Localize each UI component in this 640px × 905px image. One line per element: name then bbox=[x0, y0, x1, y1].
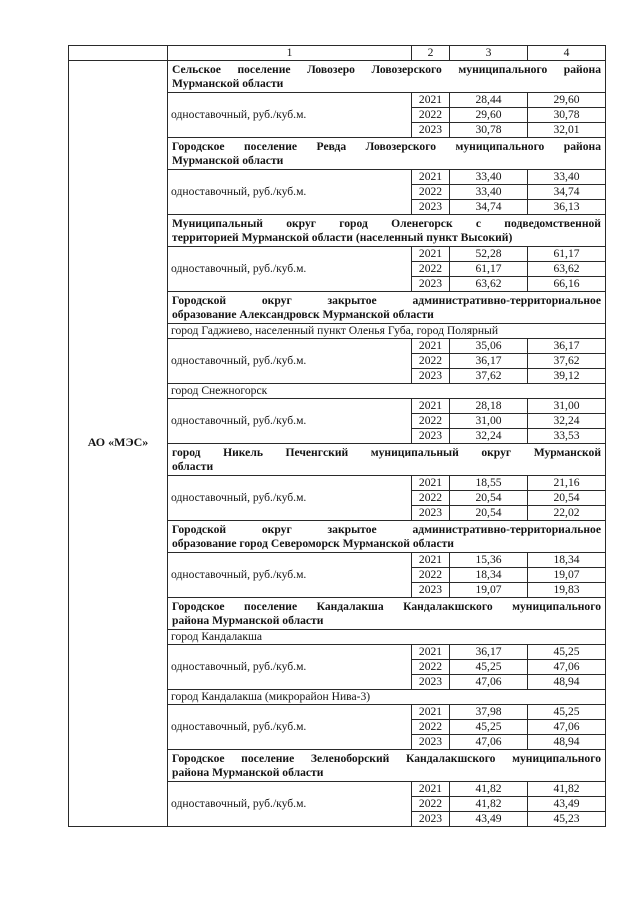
year-cell: 2021 bbox=[412, 246, 450, 261]
tariff-first-half-cell: 28,44 bbox=[450, 92, 528, 107]
tariff-second-half-cell: 45,25 bbox=[528, 704, 606, 719]
tariff-first-half-cell: 36,17 bbox=[450, 644, 528, 659]
year-cell: 2022 bbox=[412, 107, 450, 122]
tariff-first-half-cell: 28,18 bbox=[450, 398, 528, 413]
header-col-1: 1 bbox=[168, 46, 412, 61]
year-cell: 2022 bbox=[412, 567, 450, 582]
tariff-second-half-cell: 19,07 bbox=[528, 567, 606, 582]
tariff-second-half-cell: 66,16 bbox=[528, 276, 606, 291]
tariff-second-half-cell: 48,94 bbox=[528, 734, 606, 749]
tariff-second-half-cell: 20,54 bbox=[528, 490, 606, 505]
tariff-second-half-cell: 48,94 bbox=[528, 674, 606, 689]
section-title-line1: Муниципальный округ город Оленегорск с подведомственной bbox=[172, 217, 601, 230]
year-cell: 2023 bbox=[412, 674, 450, 689]
tariff-second-half-cell: 41,82 bbox=[528, 781, 606, 796]
section-title-line1: Городское поселение Кандалакша Кандалакшского муниципального bbox=[172, 600, 601, 613]
tariff-first-half-cell: 34,74 bbox=[450, 199, 528, 214]
year-cell: 2022 bbox=[412, 353, 450, 368]
year-cell: 2022 bbox=[412, 184, 450, 199]
tariff-first-half-cell: 18,55 bbox=[450, 475, 528, 490]
tariff-first-half-cell: 35,06 bbox=[450, 338, 528, 353]
tariff-first-half-cell: 41,82 bbox=[450, 781, 528, 796]
year-cell: 2021 bbox=[412, 338, 450, 353]
year-cell: 2022 bbox=[412, 719, 450, 734]
section-title bbox=[168, 597, 606, 629]
org-header-cell bbox=[69, 46, 168, 61]
tariff-second-half-cell: 34,74 bbox=[528, 184, 606, 199]
tariff-second-half-cell: 39,12 bbox=[528, 368, 606, 383]
rate-type-cell: одноставочный, руб./куб.м. bbox=[168, 246, 412, 291]
rate-type-cell: одноставочный, руб./куб.м. bbox=[168, 704, 412, 749]
section-title-line1: город Никель Печенгский муниципальный округ Мурманской bbox=[172, 446, 601, 459]
tariff-first-half-cell: 41,82 bbox=[450, 796, 528, 811]
tariff-second-half-cell: 32,24 bbox=[528, 413, 606, 428]
tariff-second-half-cell: 21,16 bbox=[528, 475, 606, 490]
tariff-second-half-cell: 18,34 bbox=[528, 552, 606, 567]
section-title bbox=[168, 60, 606, 92]
tariff-first-half-cell: 63,62 bbox=[450, 276, 528, 291]
header-col-4: 4 bbox=[528, 46, 606, 61]
section-title-row bbox=[69, 60, 606, 92]
year-cell: 2023 bbox=[412, 199, 450, 214]
subsection-title: город Снежногорск bbox=[168, 383, 606, 398]
year-cell: 2021 bbox=[412, 475, 450, 490]
tariff-first-half-cell: 52,28 bbox=[450, 246, 528, 261]
section-title bbox=[168, 137, 606, 169]
tariff-second-half-cell: 30,78 bbox=[528, 107, 606, 122]
organization-cell: АО «МЭС» bbox=[69, 60, 168, 826]
section-title-line2: района Мурманской области bbox=[172, 765, 324, 779]
tariff-second-half-cell: 36,17 bbox=[528, 338, 606, 353]
section-title bbox=[168, 520, 606, 552]
tariff-first-half-cell: 45,25 bbox=[450, 659, 528, 674]
section-title-line2: образование Александровск Мурманской области bbox=[172, 307, 434, 321]
rate-type-cell: одноставочный, руб./куб.м. bbox=[168, 475, 412, 520]
year-cell: 2021 bbox=[412, 92, 450, 107]
tariff-first-half-cell: 30,78 bbox=[450, 122, 528, 137]
header-row bbox=[69, 46, 606, 61]
year-cell: 2021 bbox=[412, 781, 450, 796]
tariff-first-half-cell: 18,34 bbox=[450, 567, 528, 582]
rate-type-cell: одноставочный, руб./куб.м. bbox=[168, 398, 412, 443]
tariff-first-half-cell: 33,40 bbox=[450, 169, 528, 184]
tariff-second-half-cell: 33,53 bbox=[528, 428, 606, 443]
rate-type-cell: одноставочный, руб./куб.м. bbox=[168, 338, 412, 383]
year-cell: 2021 bbox=[412, 398, 450, 413]
tariff-second-half-cell: 43,49 bbox=[528, 796, 606, 811]
tariff-first-half-cell: 36,17 bbox=[450, 353, 528, 368]
section-title bbox=[168, 443, 606, 475]
tariff-first-half-cell: 29,60 bbox=[450, 107, 528, 122]
section-title-line2: территорией Мурманской области (населенный пункт Высокий) bbox=[172, 230, 513, 244]
year-cell: 2022 bbox=[412, 659, 450, 674]
tariff-first-half-cell: 37,62 bbox=[450, 368, 528, 383]
tariff-first-half-cell: 15,36 bbox=[450, 552, 528, 567]
section-title-line1: Городское поселение Зеленоборский Кандалакшского муниципального bbox=[172, 752, 601, 765]
rate-type-cell: одноставочный, руб./куб.м. bbox=[168, 169, 412, 214]
section-title-line1: Городское поселение Ревда Ловозерского муниципального района bbox=[172, 140, 601, 153]
year-cell: 2021 bbox=[412, 704, 450, 719]
header-col-3: 3 bbox=[450, 46, 528, 61]
year-cell: 2023 bbox=[412, 811, 450, 826]
tariff-second-half-cell: 31,00 bbox=[528, 398, 606, 413]
tariff-first-half-cell: 47,06 bbox=[450, 674, 528, 689]
rate-type-cell: одноставочный, руб./куб.м. bbox=[168, 644, 412, 689]
year-cell: 2022 bbox=[412, 261, 450, 276]
tariff-first-half-cell: 31,00 bbox=[450, 413, 528, 428]
tariff-second-half-cell: 19,83 bbox=[528, 582, 606, 597]
section-title-line1: Городской округ закрытое административно-территориальное bbox=[172, 294, 601, 307]
tariff-second-half-cell: 61,17 bbox=[528, 246, 606, 261]
subsection-title: город Гаджиево, населенный пункт Оленья Губа, город Полярный bbox=[168, 323, 606, 338]
tariff-second-half-cell: 33,40 bbox=[528, 169, 606, 184]
year-cell: 2023 bbox=[412, 428, 450, 443]
tariff-second-half-cell: 36,13 bbox=[528, 199, 606, 214]
tariff-first-half-cell: 37,98 bbox=[450, 704, 528, 719]
section-title-line2: Мурманской области bbox=[172, 76, 284, 90]
tariff-second-half-cell: 22,02 bbox=[528, 505, 606, 520]
tariff-first-half-cell: 32,24 bbox=[450, 428, 528, 443]
rate-type-cell: одноставочный, руб./куб.м. bbox=[168, 552, 412, 597]
section-title-line2: образование город Североморск Мурманской области bbox=[172, 536, 454, 550]
tariff-second-half-cell: 47,06 bbox=[528, 659, 606, 674]
section-title-line1: Сельское поселение Ловозеро Ловозерского муниципального района bbox=[172, 63, 601, 76]
section-title bbox=[168, 291, 606, 323]
year-cell: 2023 bbox=[412, 122, 450, 137]
header-col-2: 2 bbox=[412, 46, 450, 61]
year-cell: 2023 bbox=[412, 734, 450, 749]
tariff-first-half-cell: 61,17 bbox=[450, 261, 528, 276]
year-cell: 2021 bbox=[412, 644, 450, 659]
tariff-second-half-cell: 32,01 bbox=[528, 122, 606, 137]
subsection-title: город Кандалакша (микрорайон Нива-3) bbox=[168, 689, 606, 704]
subsection-title: город Кандалакша bbox=[168, 629, 606, 644]
tariff-second-half-cell: 63,62 bbox=[528, 261, 606, 276]
tariff-second-half-cell: 45,25 bbox=[528, 644, 606, 659]
tariff-first-half-cell: 19,07 bbox=[450, 582, 528, 597]
year-cell: 2022 bbox=[412, 796, 450, 811]
tariff-second-half-cell: 47,06 bbox=[528, 719, 606, 734]
section-title-line2: Мурманской области bbox=[172, 153, 284, 167]
tariff-first-half-cell: 47,06 bbox=[450, 734, 528, 749]
section-title-line2: района Мурманской области bbox=[172, 613, 324, 627]
section-title bbox=[168, 749, 606, 781]
section-title-line1: Городской округ закрытое административно-территориальное bbox=[172, 523, 601, 536]
tariff-second-half-cell: 29,60 bbox=[528, 92, 606, 107]
year-cell: 2021 bbox=[412, 169, 450, 184]
tariff-first-half-cell: 43,49 bbox=[450, 811, 528, 826]
year-cell: 2021 bbox=[412, 552, 450, 567]
tariff-first-half-cell: 20,54 bbox=[450, 490, 528, 505]
tariff-first-half-cell: 20,54 bbox=[450, 505, 528, 520]
year-cell: 2022 bbox=[412, 490, 450, 505]
section-title bbox=[168, 214, 606, 246]
section-title-line2: области bbox=[172, 459, 214, 473]
rate-type-cell: одноставочный, руб./куб.м. bbox=[168, 781, 412, 826]
year-cell: 2023 bbox=[412, 368, 450, 383]
tariff-second-half-cell: 37,62 bbox=[528, 353, 606, 368]
tariff-first-half-cell: 45,25 bbox=[450, 719, 528, 734]
tariff-first-half-cell: 33,40 bbox=[450, 184, 528, 199]
tariff-table bbox=[68, 45, 606, 827]
rate-type-cell: одноставочный, руб./куб.м. bbox=[168, 92, 412, 137]
year-cell: 2023 bbox=[412, 505, 450, 520]
tariff-second-half-cell: 45,23 bbox=[528, 811, 606, 826]
year-cell: 2022 bbox=[412, 413, 450, 428]
year-cell: 2023 bbox=[412, 276, 450, 291]
year-cell: 2023 bbox=[412, 582, 450, 597]
